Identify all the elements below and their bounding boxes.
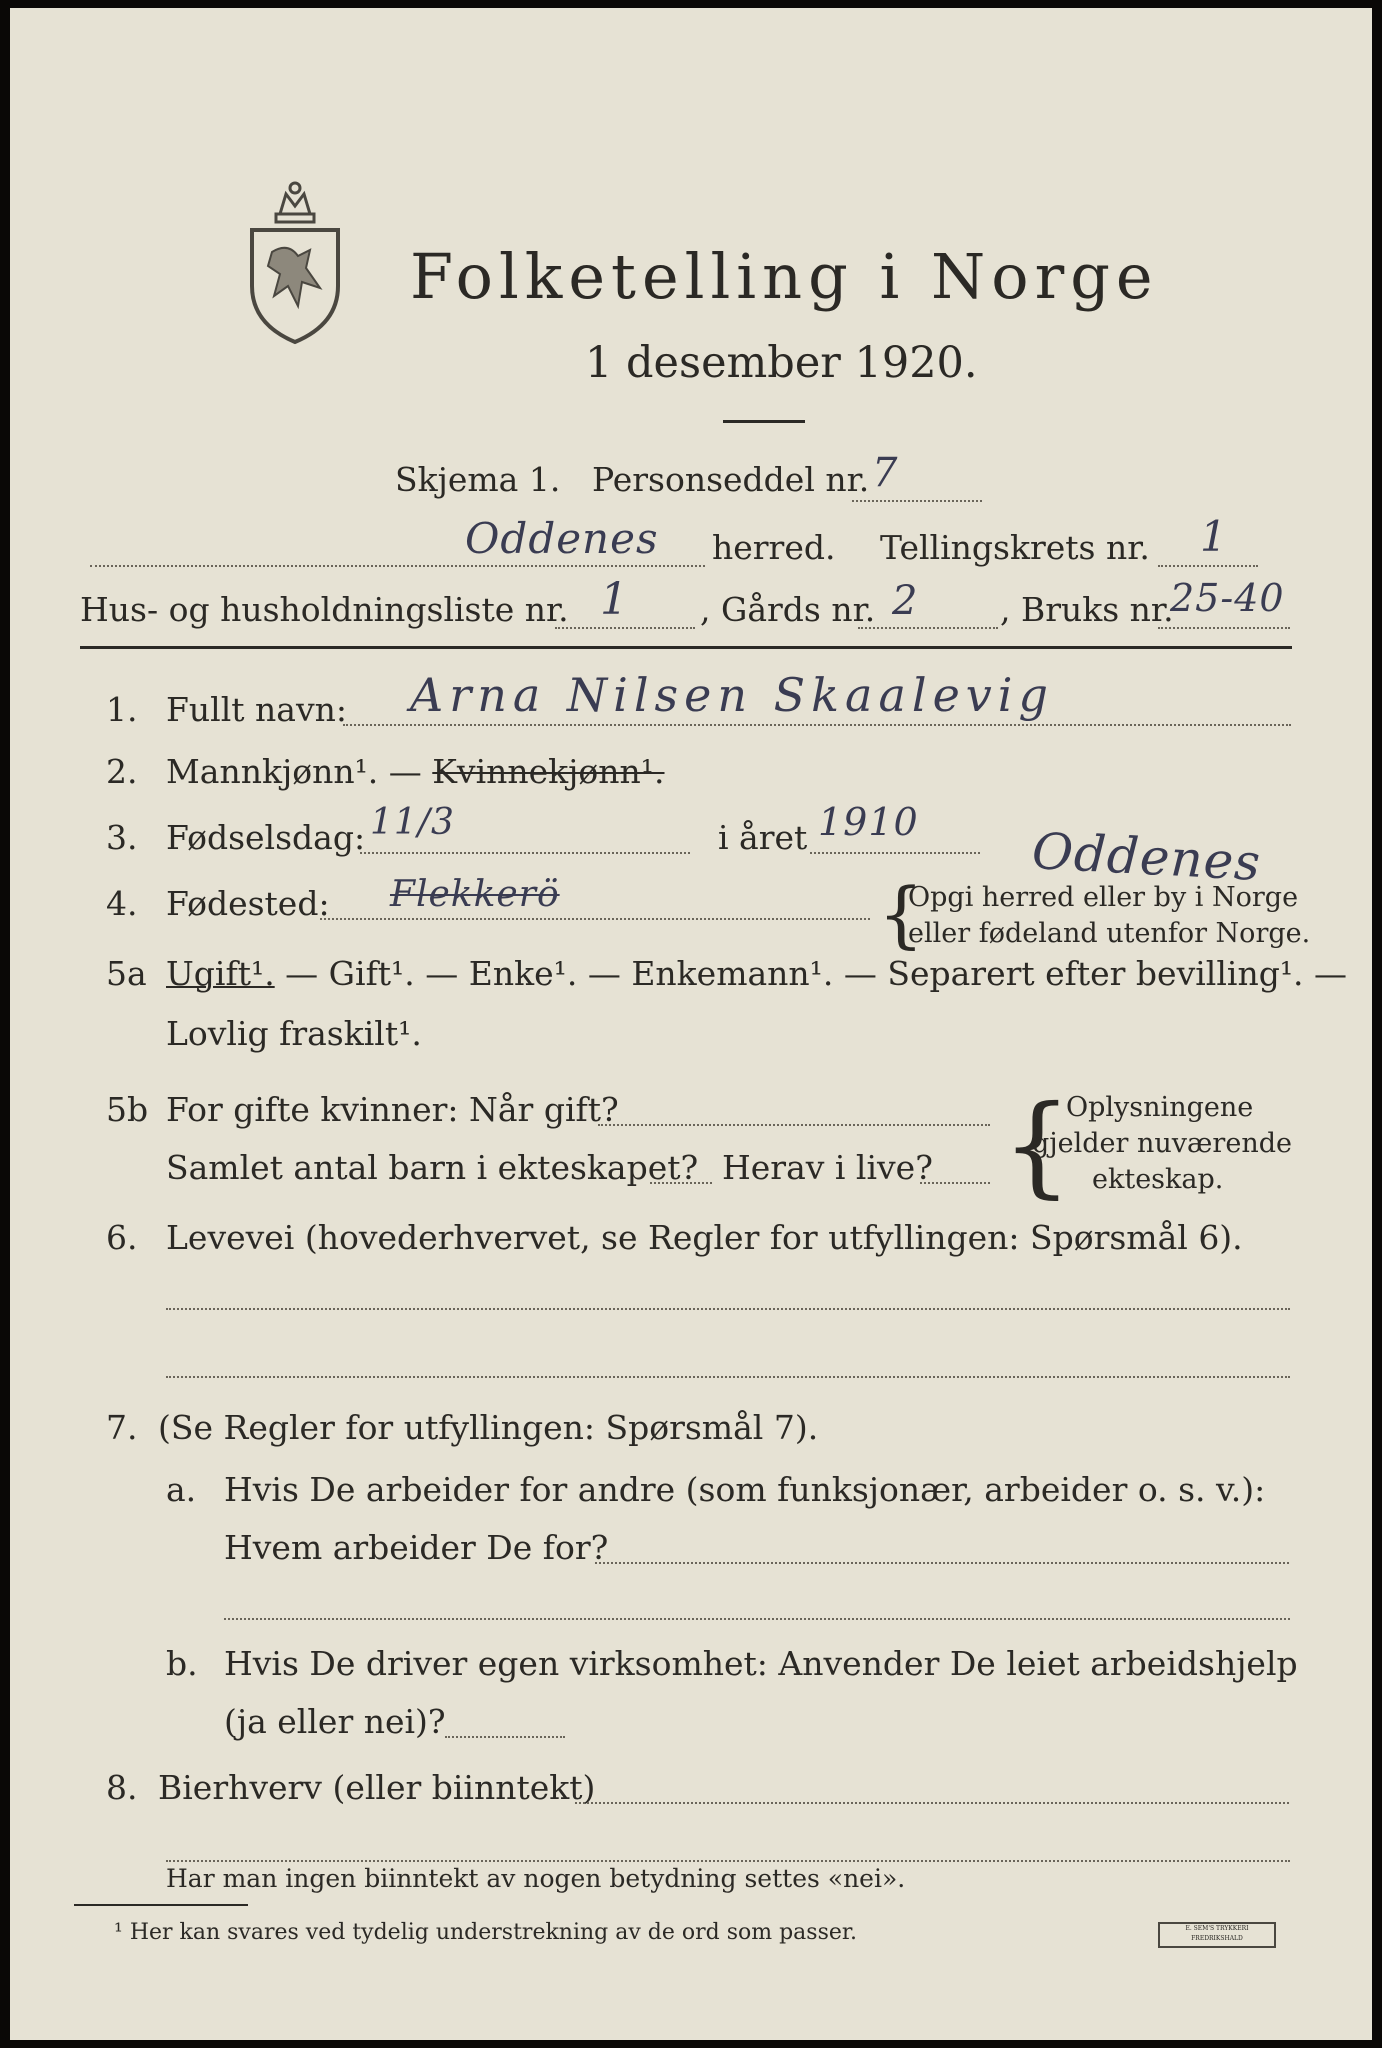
side-income-field-line2[interactable] xyxy=(166,1860,1290,1862)
occupation-field-line2[interactable] xyxy=(166,1376,1290,1378)
printer-stamp: E. SEM'S TRYKKERI FREDRIKSHALD xyxy=(1158,1922,1276,1948)
q7-number: 7. xyxy=(106,1408,138,1447)
footnote: ¹ Her kan svares ved tydelig understrekning av de ord som passer. xyxy=(114,1920,857,1945)
bruks-label: , Bruks nr. xyxy=(1000,590,1174,629)
q7b-letter: b. xyxy=(166,1644,198,1683)
census-form xyxy=(10,8,1372,2040)
q5b-number: 5b xyxy=(106,1090,149,1129)
q7a-text: Hvis De arbeider for andre (som funksjonær, arbeider o. s. v.): xyxy=(224,1470,1266,1509)
hired-help-field[interactable] xyxy=(445,1736,565,1738)
footnote-rule xyxy=(74,1904,248,1906)
birthplace-note-line2: eller fødeland utenfor Norge. xyxy=(908,918,1311,949)
birthplace-field[interactable] xyxy=(320,918,870,920)
marriage-note-line1: Oplysningene xyxy=(1066,1092,1254,1123)
herred-label: herred. xyxy=(712,528,836,567)
sex-options: Mannkjønn¹. — Kvinnekjønn¹. xyxy=(166,752,665,791)
q3-label: Fødselsdag: xyxy=(166,818,366,857)
female-option[interactable]: Kvinnekjønn¹. xyxy=(432,752,665,791)
q1-label: Fullt navn: xyxy=(166,690,347,729)
birthplace-value: Oddenes xyxy=(1030,822,1263,892)
marriage-note-brace: { xyxy=(1002,1081,1072,1209)
unmarried-option[interactable]: Ugift¹. xyxy=(166,954,275,993)
q7b-text: Hvis De driver egen virksomhet: Anvender De leiet arbeidshjelp xyxy=(224,1644,1298,1683)
marriage-note-line2: gjelder nuværende xyxy=(1032,1128,1292,1159)
herred-field[interactable] xyxy=(90,565,705,567)
birthday-field[interactable] xyxy=(360,852,690,854)
employer-field-line2[interactable] xyxy=(224,1618,1290,1620)
personseddel-field[interactable] xyxy=(852,500,982,502)
q2-number: 2. xyxy=(106,752,138,791)
marital-options xyxy=(166,954,1347,993)
q1-number: 1. xyxy=(106,690,138,729)
children-count-field[interactable] xyxy=(650,1182,712,1184)
q8-number: 8. xyxy=(106,1768,138,1807)
husholdningsliste-label: Hus- og husholdningsliste nr. xyxy=(80,590,569,629)
birthplace-note-brace: { xyxy=(878,872,924,956)
q5a-number: 5a xyxy=(106,954,147,993)
bruks-value: 25-40 xyxy=(1170,576,1285,620)
census-date: 1 desember 1920. xyxy=(585,338,978,388)
tellingskrets-field[interactable] xyxy=(1158,565,1258,567)
occupation-field-line1[interactable] xyxy=(166,1308,1290,1310)
husholdningsliste-field[interactable] xyxy=(555,627,695,629)
q8-label: Bierhverv (eller biinntekt) xyxy=(158,1768,596,1807)
q7a-letter: a. xyxy=(166,1470,197,1509)
divorced-option[interactable]: Lovlig fraskilt¹. xyxy=(166,1014,422,1053)
tellingskrets-value: 1 xyxy=(1200,512,1228,561)
marriage-note-line3: ekteskap. xyxy=(1092,1164,1224,1195)
q7a-employer-label: Hvem arbeider De for? xyxy=(224,1528,609,1567)
children-alive-label: Herav i live? xyxy=(722,1148,933,1187)
when-married-label: For gifte kvinner: Når gift? xyxy=(166,1090,619,1129)
children-count-label: Samlet antal barn i ekteskapet? xyxy=(166,1148,699,1187)
form-title: Folketelling i Norge xyxy=(410,240,1159,313)
birthplace-struck-value: Flekkerö xyxy=(390,874,560,915)
year-label: i året xyxy=(718,818,808,857)
bruks-field[interactable] xyxy=(1158,627,1290,629)
birth-year-value: 1910 xyxy=(818,800,919,844)
title-divider xyxy=(723,420,805,423)
q7-label: (Se Regler for utfyllingen: Spørsmål 7). xyxy=(158,1408,819,1447)
no-income-note: Har man ingen biinntekt av nogen betydning settes «nei». xyxy=(166,1864,906,1893)
schema-label: Skjema 1. xyxy=(395,460,561,499)
husholdningsliste-value: 1 xyxy=(600,574,629,625)
male-option[interactable]: Mannkjønn¹. xyxy=(166,752,379,791)
gards-label: , Gårds nr. xyxy=(700,590,876,629)
gards-field[interactable] xyxy=(858,627,998,629)
birth-year-field[interactable] xyxy=(810,852,980,854)
personseddel-value: 7 xyxy=(872,450,899,496)
employer-field[interactable] xyxy=(595,1562,1289,1564)
full-name-value: Arna Nilsen Skaalevig xyxy=(410,668,1054,722)
personseddel-label: Personseddel nr. xyxy=(592,460,870,499)
q6-number: 6. xyxy=(106,1218,138,1257)
birthplace-note-line1: Opgi herred eller by i Norge xyxy=(908,882,1299,913)
q4-number: 4. xyxy=(106,884,138,923)
full-name-field[interactable] xyxy=(343,724,1291,726)
marital-other-options[interactable]: — Gift¹. — Enke¹. — Enkemann¹. — Separert efter bevilling¹. — xyxy=(274,954,1348,993)
header-rule xyxy=(80,646,1292,649)
q4-label: Fødested: xyxy=(166,884,330,923)
tellingskrets-label: Tellingskrets nr. xyxy=(880,528,1150,567)
q3-number: 3. xyxy=(106,818,138,857)
children-alive-field[interactable] xyxy=(920,1182,990,1184)
herred-value: Oddenes xyxy=(465,514,659,563)
when-married-field[interactable] xyxy=(598,1124,990,1126)
gards-value: 2 xyxy=(892,578,919,624)
birthday-value: 11/3 xyxy=(370,802,455,843)
side-income-field[interactable] xyxy=(575,1802,1289,1804)
q7b-yesno-label: (ja eller nei)? xyxy=(224,1702,446,1741)
coat-of-arms-icon xyxy=(240,176,350,346)
q6-label: Levevei (hovederhvervet, se Regler for utfyllingen: Spørsmål 6). xyxy=(166,1218,1243,1257)
